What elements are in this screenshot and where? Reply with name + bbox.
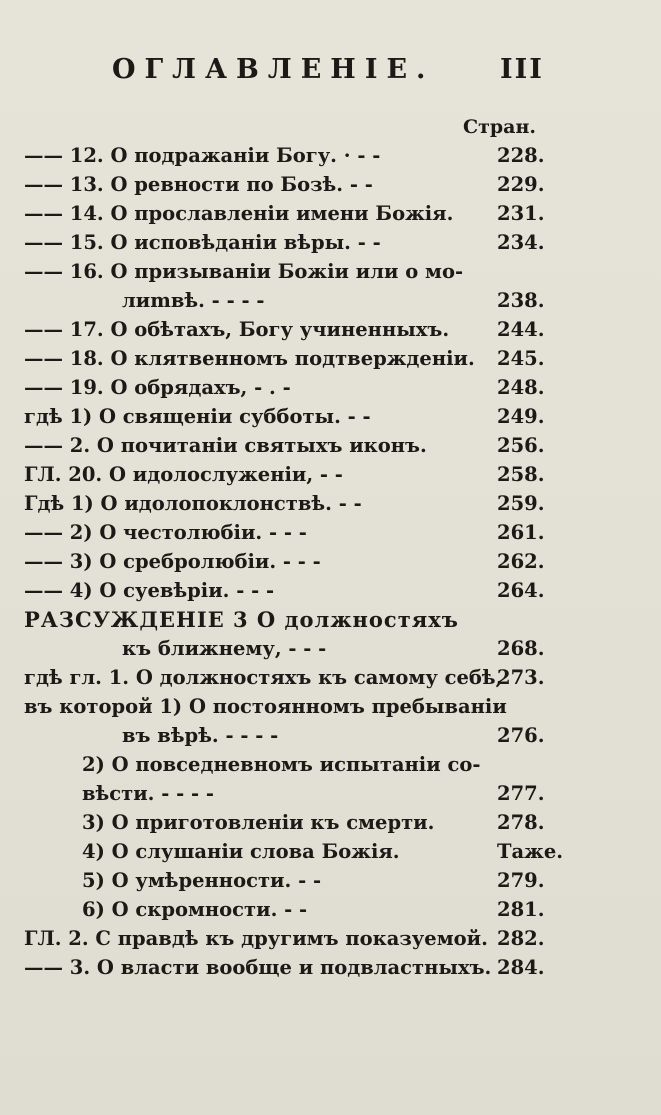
toc-entry-text: —— 12. О подражаніи Богу. · - - (24, 144, 381, 167)
toc-entry-text: —— 13. О ревности по Бозѣ. - - (24, 173, 373, 196)
toc-entry (0, 663, 661, 692)
toc-entry-text: —— 2) О честолюбіи. - - - (24, 521, 307, 544)
toc-entry-page: Таже. (497, 840, 564, 863)
toc-entry-page: 238. (497, 289, 545, 312)
toc-entry (0, 721, 661, 750)
page-title: ОГЛАВЛЕНІЕ. (112, 54, 435, 85)
toc-entry-page: 279. (497, 869, 545, 892)
toc-entry-text: ГЛ. 2. С правдѣ къ другимъ показуемой. (24, 927, 488, 950)
toc-entry-text: гдѣ 1) О священіи субботы. - - (24, 405, 371, 428)
toc-entry (0, 257, 661, 286)
toc-entry-page: 273. (497, 666, 545, 689)
toc-entry (0, 344, 661, 373)
toc-entry-text: лиmвѣ. - - - - (122, 289, 265, 312)
column-header-page: Стран. (463, 116, 537, 138)
toc-entry-text: 4) О слушаніи слова Божія. (82, 840, 400, 863)
toc-entry-page: 277. (497, 782, 545, 805)
toc-entry (0, 460, 661, 489)
toc-entry (0, 286, 661, 315)
toc-entry (0, 895, 661, 924)
toc-entry-text: —— 16. О призываніи Божіи или о мо- (24, 260, 464, 283)
page-header (0, 50, 661, 90)
toc-entry-page: 244. (497, 318, 545, 341)
toc-entry-page: 282. (497, 927, 545, 950)
toc-entry-text: въ вѣрѣ. - - - - (122, 724, 279, 747)
toc-entry-text: 6) О скромности. - - (82, 898, 308, 921)
toc-entry-text: вѣсти. - - - - (82, 782, 214, 805)
toc-entry (0, 866, 661, 895)
toc-entry-text: —— 19. О обрядахъ, - . - (24, 376, 291, 399)
toc-entry-page: 268. (497, 637, 545, 660)
toc-entry-page: 228. (497, 144, 545, 167)
toc-entry (0, 634, 661, 663)
toc-entry-page: 284. (497, 956, 545, 979)
toc-entry-text: РАЗСУЖДЕНІЕ 3 О должностяхъ (24, 607, 459, 632)
toc-entry-page: 245. (497, 347, 545, 370)
toc-entry (0, 576, 661, 605)
toc-entry (0, 924, 661, 953)
toc-entry (0, 141, 661, 170)
toc-entry-text: —— 4) О суевѣріи. - - - (24, 579, 275, 602)
toc-entry-page: 278. (497, 811, 545, 834)
toc-entry-page: 258. (497, 463, 545, 486)
toc-entry (0, 518, 661, 547)
toc-entry-page: 261. (497, 521, 545, 544)
toc-entry-text: 3) О приготовленіи къ смерти. (82, 811, 435, 834)
toc-entry-text: ГЛ. 20. О идолослуженіи, - - (24, 463, 343, 486)
toc-entry-text: 2) О повседневномъ испытаніи со- (82, 753, 481, 776)
toc-entry-page: 234. (497, 231, 545, 254)
toc-entry (0, 692, 661, 721)
toc-entry (0, 489, 661, 518)
toc-entry (0, 953, 661, 982)
toc-entry-text: —— 3) О сребролюбіи. - - - (24, 550, 321, 573)
toc-entry-page: 248. (497, 376, 545, 399)
table-of-contents (0, 141, 661, 982)
toc-entry (0, 431, 661, 460)
toc-entry-text: —— 14. О прославленіи имени Божія. (24, 202, 454, 225)
toc-entry-text: —— 17. О обѣтахъ, Богу учиненныхъ. (24, 318, 450, 341)
toc-entry (0, 315, 661, 344)
toc-entry (0, 373, 661, 402)
toc-entry-page: 281. (497, 898, 545, 921)
toc-entry (0, 199, 661, 228)
toc-entry-page: 249. (497, 405, 545, 428)
toc-entry-text: къ ближнему, - - - (122, 637, 327, 660)
toc-entry (0, 402, 661, 431)
toc-entry-text: —— 3. О власти вообще и подвластныхъ. (24, 956, 492, 979)
toc-entry (0, 808, 661, 837)
toc-entry-page: 259. (497, 492, 545, 515)
toc-entry-text: —— 15. О исповѣданіи вѣры. - - (24, 231, 381, 254)
toc-entry-text: гдѣ гл. 1. О должностяхъ къ самому себѣ, (24, 666, 503, 689)
toc-entry-text: 5) О умѣренности. - - (82, 869, 322, 892)
toc-entry (0, 170, 661, 199)
toc-entry-page: 264. (497, 579, 545, 602)
toc-entry (0, 837, 661, 866)
toc-entry-page: 231. (497, 202, 545, 225)
toc-entry-text: —— 2. О почитаніи святыхъ иконъ. (24, 434, 427, 457)
toc-entry-text: —— 18. О клятвенномъ подтвержденіи. (24, 347, 475, 370)
toc-entry-text: въ которой 1) О постоянномъ пребываніи (24, 695, 507, 718)
toc-entry-page: 262. (497, 550, 545, 573)
toc-entry (0, 228, 661, 257)
toc-entry-page: 256. (497, 434, 545, 457)
toc-entry-page: 276. (497, 724, 545, 747)
toc-entry (0, 605, 661, 634)
toc-entry (0, 547, 661, 576)
toc-entry (0, 750, 661, 779)
toc-entry (0, 779, 661, 808)
page-number: III (500, 54, 544, 85)
toc-entry-page: 229. (497, 173, 545, 196)
toc-entry-text: Гдѣ 1) О идолопоклонствѣ. - - (24, 492, 362, 515)
